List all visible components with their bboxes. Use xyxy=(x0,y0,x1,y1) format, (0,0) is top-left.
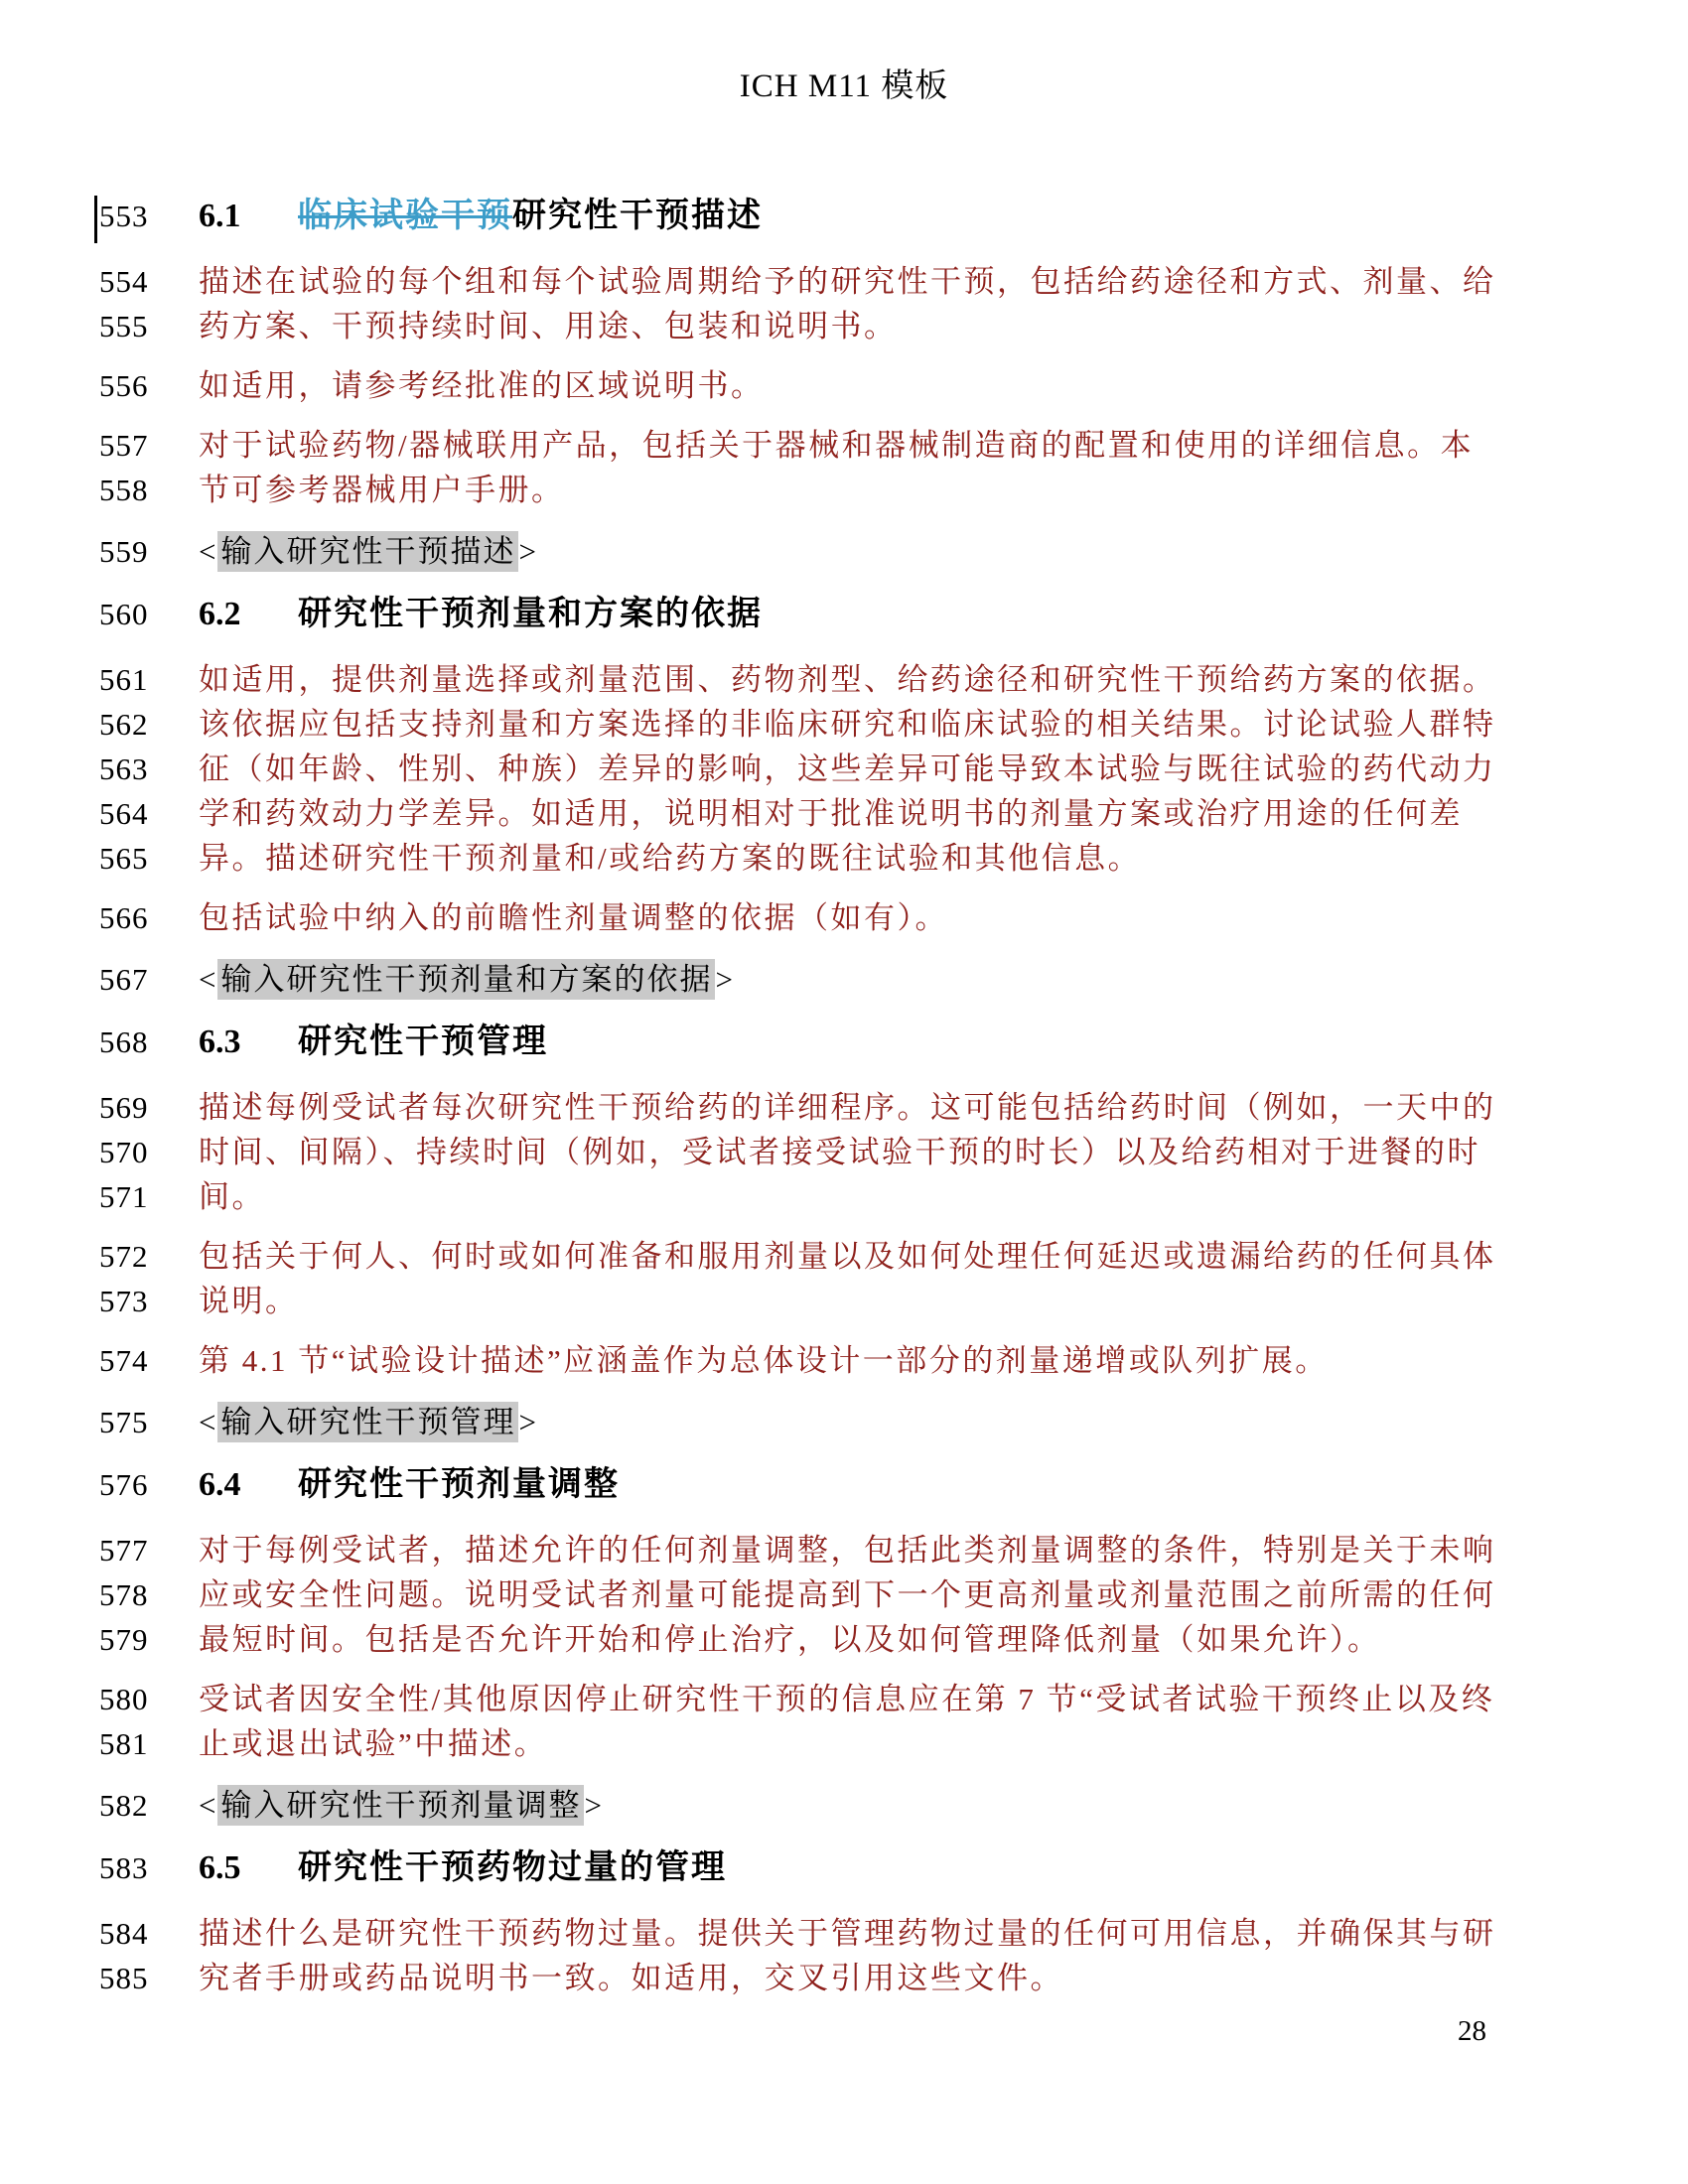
bracket-close: > xyxy=(715,962,735,997)
body-text: 对于每例受试者，描述允许的任何剂量调整，包括此类剂量调整的条件，特别是关于未响 xyxy=(199,1533,1496,1568)
body-text: 间。 xyxy=(199,1179,265,1214)
text-row xyxy=(99,836,1559,881)
line-number: 585 xyxy=(99,1961,149,1995)
body-text: 应或安全性问题。说明受试者剂量可能提高到下一个更高剂量或剂量范围之前所需的任何 xyxy=(199,1577,1496,1612)
paragraph xyxy=(99,1677,1559,1766)
line-number: 558 xyxy=(99,473,149,507)
placeholder-text xyxy=(199,1398,538,1447)
line-number: 557 xyxy=(99,428,149,463)
line-number: 572 xyxy=(99,1239,149,1274)
text-row xyxy=(99,1911,1559,1956)
line-number: 569 xyxy=(99,1090,149,1125)
line-number: 576 xyxy=(99,1467,149,1502)
text-row xyxy=(99,1617,1559,1662)
bracket-close: > xyxy=(518,534,538,569)
placeholder-field[interactable]: 输入研究性干预剂量和方案的依据 xyxy=(217,959,715,1000)
heading-text xyxy=(199,192,763,247)
section-number: 6.2 xyxy=(199,596,241,632)
placeholder-row xyxy=(99,1398,1559,1447)
bracket-open: < xyxy=(199,1405,218,1439)
paragraph xyxy=(99,1338,1559,1383)
body-text: 如适用，提供剂量选择或剂量范围、药物剂型、给药途径和研究性干预给药方案的依据。 xyxy=(199,662,1496,697)
placeholder-row xyxy=(99,527,1559,577)
text-row xyxy=(99,363,1559,408)
body-text: 对于试验药物/器械联用产品，包括关于器械和器械制造商的配置和使用的详细信息。本 xyxy=(199,428,1475,463)
placeholder-text xyxy=(199,1781,604,1831)
bracket-open: < xyxy=(199,1788,218,1823)
text-row xyxy=(99,1528,1559,1572)
text-row xyxy=(99,1721,1559,1766)
line-number: 571 xyxy=(99,1179,149,1214)
deleted-text: 临床试验干预 xyxy=(298,198,512,234)
line-number: 573 xyxy=(99,1284,149,1318)
body-text: 包括关于何人、何时或如何准备和服用剂量以及如何处理任何延迟或遗漏给药的任何具体 xyxy=(199,1239,1496,1274)
placeholder-row xyxy=(99,1781,1559,1831)
heading-title: 研究性干预药物过量的管理 xyxy=(298,1849,727,1886)
text-row xyxy=(99,1174,1559,1219)
line-number: 580 xyxy=(99,1682,149,1716)
line-number: 568 xyxy=(99,1024,149,1059)
section-number: 6.4 xyxy=(199,1466,241,1503)
body-text: 时间、间隔）、持续时间（例如，受试者接受试验干预的时长）以及给药相对于进餐的时 xyxy=(199,1135,1480,1169)
body-text: 最短时间。包括是否允许开始和停止治疗，以及如何管理降低剂量（如果允许）。 xyxy=(199,1622,1381,1657)
paragraph xyxy=(99,423,1559,512)
bracket-open: < xyxy=(199,962,218,997)
body-text: 节可参考器械用户手册。 xyxy=(199,473,565,507)
paragraph xyxy=(99,895,1559,940)
text-row xyxy=(99,1677,1559,1721)
section-number: 6.1 xyxy=(199,198,241,234)
text-row xyxy=(99,1234,1559,1279)
text-row xyxy=(99,468,1559,512)
text-row xyxy=(99,423,1559,468)
heading-title: 研究性干预描述 xyxy=(512,198,763,234)
section-number: 6.5 xyxy=(199,1849,241,1886)
body-text: 描述在试验的每个组和每个试验周期给予的研究性干预，包括给药途径和方式、剂量、给 xyxy=(199,264,1496,299)
placeholder-field[interactable]: 输入研究性干预管理 xyxy=(217,1402,518,1442)
text-row xyxy=(99,1956,1559,2000)
heading-row xyxy=(99,590,1559,645)
body-text: 学和药效动力学差异。如适用，说明相对于批准说明书的剂量方案或治疗用途的任何差 xyxy=(199,796,1463,831)
line-number: 578 xyxy=(99,1577,149,1612)
body-text: 包括试验中纳入的前瞻性剂量调整的依据（如有）。 xyxy=(199,900,948,935)
line-number: 575 xyxy=(99,1405,149,1439)
paragraph xyxy=(99,259,1559,348)
body-text: 受试者因安全性/其他原因停止研究性干预的信息应在第 7 节“受试者试验干预终止以及终 xyxy=(199,1682,1495,1716)
heading-title: 研究性干预管理 xyxy=(298,1024,548,1060)
heading-row xyxy=(99,1018,1559,1073)
heading-row xyxy=(99,192,1559,247)
paragraph xyxy=(99,657,1559,881)
body-text: 描述每例受试者每次研究性干预给药的详细程序。这可能包括给药时间（例如，一天中的 xyxy=(199,1090,1496,1125)
paragraph xyxy=(99,1911,1559,2000)
line-number: 583 xyxy=(99,1850,149,1885)
line-number: 556 xyxy=(99,368,149,403)
line-number: 565 xyxy=(99,841,149,876)
section-number: 6.3 xyxy=(199,1024,241,1060)
text-row xyxy=(99,259,1559,304)
page-number: 28 xyxy=(1458,2015,1486,2047)
body-text: 异。描述研究性干预剂量和/或给药方案的既往试验和其他信息。 xyxy=(199,841,1142,876)
placeholder-text xyxy=(199,955,735,1005)
body-text: 说明。 xyxy=(199,1284,299,1318)
text-row xyxy=(99,747,1559,791)
text-row xyxy=(99,1279,1559,1323)
paragraph xyxy=(99,1234,1559,1323)
bracket-close: > xyxy=(518,1405,538,1439)
bracket-close: > xyxy=(584,1788,604,1823)
body-text: 究者手册或药品说明书一致。如适用，交叉引用这些文件。 xyxy=(199,1961,1063,1995)
body-text: 如适用，请参考经批准的区域说明书。 xyxy=(199,368,765,403)
line-number: 584 xyxy=(99,1916,149,1951)
body-text: 第 4.1 节“试验设计描述”应涵盖作为总体设计一部分的剂量递增或队列扩展。 xyxy=(199,1343,1329,1378)
heading-title: 研究性干预剂量和方案的依据 xyxy=(298,596,763,632)
document-body xyxy=(99,192,1559,2000)
line-number: 562 xyxy=(99,707,149,742)
body-text: 征（如年龄、性别、种族）差异的影响，这些差异可能导致本试验与既往试验的药代动力 xyxy=(199,751,1496,786)
line-number: 581 xyxy=(99,1726,149,1761)
text-row xyxy=(99,304,1559,348)
placeholder-field[interactable]: 输入研究性干预剂量调整 xyxy=(217,1785,584,1826)
text-row xyxy=(99,702,1559,747)
body-text: 该依据应包括支持剂量和方案选择的非临床研究和临床试验的相关结果。讨论试验人群特 xyxy=(199,707,1496,742)
line-number: 560 xyxy=(99,597,149,631)
line-number: 567 xyxy=(99,962,149,997)
line-number: 570 xyxy=(99,1135,149,1169)
body-text: 止或退出试验”中描述。 xyxy=(199,1726,548,1761)
line-number: 577 xyxy=(99,1533,149,1568)
paragraph xyxy=(99,363,1559,408)
text-row xyxy=(99,657,1559,702)
line-number: 579 xyxy=(99,1622,149,1657)
heading-text xyxy=(199,590,763,645)
page-title: ICH M11 模板 xyxy=(739,68,949,104)
heading-text xyxy=(199,1460,620,1516)
heading-text xyxy=(199,1018,548,1073)
text-row xyxy=(99,1130,1559,1174)
text-row xyxy=(99,1085,1559,1130)
placeholder-text xyxy=(199,527,538,577)
text-row xyxy=(99,1338,1559,1383)
line-number: 555 xyxy=(99,309,149,343)
text-row xyxy=(99,791,1559,836)
line-number: 554 xyxy=(99,264,149,299)
line-number: 559 xyxy=(99,534,149,569)
line-number: 563 xyxy=(99,751,149,786)
change-bar xyxy=(94,196,97,243)
text-row xyxy=(99,1572,1559,1617)
placeholder-field[interactable]: 输入研究性干预描述 xyxy=(217,531,518,572)
line-number: 553 xyxy=(99,199,149,233)
heading-text xyxy=(199,1843,727,1899)
body-text: 描述什么是研究性干预药物过量。提供关于管理药物过量的任何可用信息，并确保其与研 xyxy=(199,1916,1496,1951)
heading-row xyxy=(99,1460,1559,1516)
line-number: 566 xyxy=(99,900,149,935)
text-row xyxy=(99,895,1559,940)
line-number: 561 xyxy=(99,662,149,697)
paragraph xyxy=(99,1528,1559,1662)
heading-row xyxy=(99,1843,1559,1899)
paragraph xyxy=(99,1085,1559,1219)
line-number: 574 xyxy=(99,1343,149,1378)
line-number: 564 xyxy=(99,796,149,831)
placeholder-row xyxy=(99,955,1559,1005)
body-text: 药方案、干预持续时间、用途、包装和说明书。 xyxy=(199,309,898,343)
bracket-open: < xyxy=(199,534,218,569)
heading-title: 研究性干预剂量调整 xyxy=(298,1466,620,1503)
line-number: 582 xyxy=(99,1788,149,1823)
